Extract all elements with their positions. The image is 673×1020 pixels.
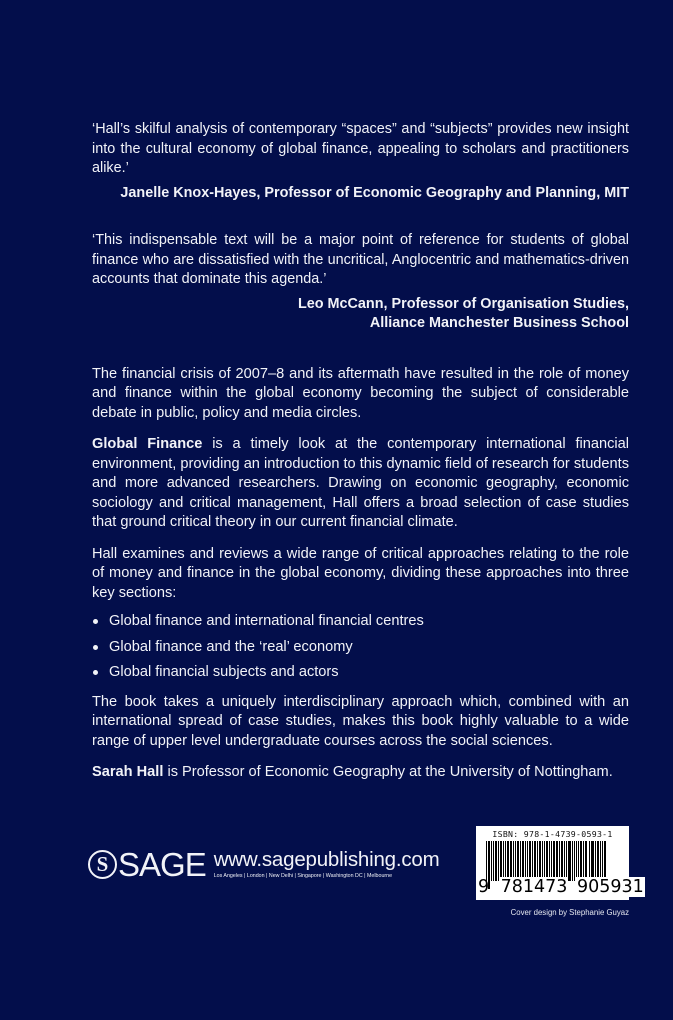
sage-wordmark: SAGE [118, 846, 206, 883]
blurb-sections-intro: Hall examines and reviews a wide range of critical approaches relating to the role of money and finance in the global economy, dividing these approaches into three key sections: [92, 545, 629, 601]
barcode-digits [478, 877, 644, 897]
blurb-intro: The financial crisis of 2007–8 and its aftermath have resulted in the role of money and finance within the global economy becoming the subject of considerable debate in public, policy and media circles. [92, 365, 629, 421]
endorsement-quote-1: ‘Hall’s skilful analysis of contemporary “spaces” and “subjects” provides new insight into the cultural economy of global finance, appealing to scholars and practitioners alike.’ [92, 121, 629, 176]
barcode-lead-digit: 9 [478, 877, 490, 897]
barcode-group-1: 781473 [500, 877, 568, 897]
sage-logo-icon [88, 850, 117, 879]
sections-list [92, 612, 629, 683]
endorsement-attribution-1 [92, 184, 629, 204]
publisher-logo [88, 848, 439, 881]
bullet-icon [93, 670, 98, 675]
list-item [92, 638, 629, 658]
author-name: Sarah Hall [92, 764, 164, 780]
back-cover-text [92, 120, 629, 783]
author-bio-text: is Professor of Economic Geography at the University of Nottingham. [163, 764, 613, 780]
bullet-icon [93, 619, 98, 624]
barcode-group-2: 905931 [576, 877, 644, 897]
isbn-barcode [476, 826, 644, 900]
endorsement-quote-2: ‘This indispensable text will be a major point of reference for students of global finance who are dissatisfied with the uncritical, Anglocentric and mathematics-driven accounts that dominate this agenda.’ [92, 232, 629, 287]
author-bio [92, 763, 629, 783]
attribution-line: Leo McCann, Professor of Organisation Studies, [297, 295, 629, 312]
overview-text: is a timely look at the contemporary international financial environment, providing an introduction to this dynamic field of research for students and more advanced researchers. Drawing on economic geography, economic sociology and critical management, Hall offers a broad selection of case studies that ground critical theory in our current financial climate. [92, 436, 630, 530]
list-item-label: Global financial subjects and actors [109, 664, 339, 680]
list-item [92, 663, 629, 683]
blurb-overview [92, 435, 629, 533]
cover-design-credit: Cover design by Stephanie Guyaz [510, 908, 629, 917]
list-item [92, 612, 629, 632]
endorsement-attribution-2 [92, 295, 629, 334]
publisher-cities: Los Angeles | London | New Delhi | Singapore | Washington DC | Melbourne [213, 872, 393, 879]
list-item-label: Global finance and the ‘real’ economy [109, 638, 353, 655]
isbn-label: ISBN: 978-1-4739-0593-1 [492, 829, 613, 839]
publisher-info [213, 847, 440, 880]
bullet-icon [93, 645, 98, 650]
publisher-url[interactable]: www.sagepublishing.com [213, 847, 440, 871]
book-title: Global Finance [92, 436, 203, 452]
blurb-approach: The book takes a uniquely interdisciplinary approach which, combined with an international spread of case studies, makes this book highly valuable to a wide range of upper level undergraduate courses across the social sciences. [92, 693, 629, 749]
sage-logo-letter: S [96, 852, 109, 876]
attribution-line: Alliance Manchester Business School [369, 315, 629, 331]
attribution-line: Janelle Knox-Hayes, Professor of Economic Geography and Planning, MIT [120, 184, 629, 201]
list-item-label: Global finance and international financial centres [109, 613, 424, 629]
